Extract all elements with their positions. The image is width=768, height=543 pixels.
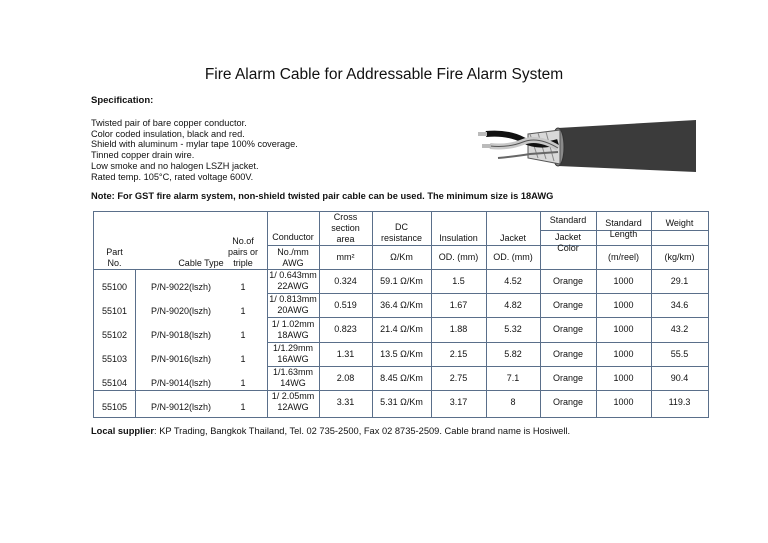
header-conductor: Conductor — [272, 232, 314, 242]
cell-pairs: 1 — [240, 306, 246, 316]
cell-insulation: 3.17 — [449, 397, 468, 407]
cell-jacket: 5.82 — [504, 349, 522, 359]
cell-length: 1000 — [613, 300, 634, 310]
cell-pairs: 1 — [240, 330, 246, 340]
header-pairs: No.of pairs or triple — [227, 236, 258, 268]
header-standard: Standard — [549, 215, 587, 225]
cell-conductor: 1/ 0.813mm 20AWG — [269, 294, 317, 315]
cell-area: 3.31 — [336, 397, 355, 407]
grid-line — [267, 342, 708, 343]
cell-part-no: 55101 — [101, 306, 128, 316]
cell-pairs: 1 — [240, 378, 246, 388]
cell-area: 0.519 — [334, 300, 357, 310]
cell-length: 1000 — [613, 276, 634, 286]
cell-conductor: 1/1.63mm 14WG — [272, 367, 314, 388]
cell-insulation: 1.88 — [449, 324, 468, 334]
cell-weight: 34.6 — [670, 300, 689, 310]
note-text: Note: For GST fire alarm system, non-shield twisted pair cable can be used. The minimum size is 18AWG — [91, 191, 554, 201]
cell-part-no: 55102 — [101, 330, 128, 340]
local-supplier-details: : KP Trading, Bangkok Thailand, Tel. 02 735-2500, Fax 02 8735-2509. Cable brand name is Hosiwell. — [154, 426, 571, 436]
cell-cable-type: P/N-9012(lszh) — [150, 402, 212, 412]
cell-insulation: 1.5 — [452, 276, 465, 286]
cell-length: 1000 — [613, 373, 634, 383]
page-title: Fire Alarm Cable for Addressable Fire Alarm System — [204, 66, 564, 83]
cell-jacket: 5.32 — [504, 324, 522, 334]
cell-jacket: 8 — [510, 397, 516, 407]
grid-line — [267, 293, 708, 294]
spec-line: Color coded insulation, black and red. — [91, 128, 245, 139]
cell-area: 2.08 — [336, 373, 355, 383]
cell-color: Orange — [552, 300, 584, 310]
header-cross-section-unit: mm² — [336, 252, 355, 262]
cell-cable-type: P/N-9020(lszh) — [150, 306, 212, 316]
cell-part-no: 55103 — [101, 354, 128, 364]
header-cross-section: Cross section area — [331, 212, 360, 244]
spec-line: Low smoke and no halogen LSZH jacket. — [91, 160, 259, 171]
cell-dc: 5.31 Ω/Km — [380, 397, 423, 407]
cell-pairs: 1 — [240, 282, 246, 292]
cell-weight: 119.3 — [668, 397, 691, 407]
spec-line: Shield with aluminum - mylar tape 100% coverage. — [91, 139, 298, 150]
cell-conductor: 1/1.29mm 16AWG — [272, 343, 314, 364]
cell-cable-type: P/N-9014(lszh) — [150, 378, 212, 388]
cell-color: Orange — [552, 276, 584, 286]
cell-length: 1000 — [613, 397, 634, 407]
cell-part-no: 55104 — [101, 378, 128, 388]
grid-line — [651, 212, 652, 417]
grid-line — [596, 212, 597, 417]
cell-insulation: 2.75 — [449, 373, 468, 383]
spec-line: Rated temp. 105°C, rated voltage 600V. — [91, 171, 254, 182]
specification-heading: Specification: — [91, 95, 154, 106]
header-weight-unit: (kg/km) — [664, 252, 695, 262]
cell-jacket: 4.52 — [504, 276, 522, 286]
cell-insulation: 1.67 — [449, 300, 468, 310]
header-dc-resistance: DC resistance — [380, 222, 423, 243]
header-part-no: Part No. — [106, 247, 123, 268]
cell-cable-type: P/N-9022(lszh) — [150, 282, 212, 292]
header-conductor-unit: No./mm AWG — [277, 247, 309, 268]
grid-line — [94, 269, 708, 270]
spec-line: Twisted pair of bare copper conductor. — [91, 118, 247, 128]
cell-cable-type: P/N-9018(lszh) — [150, 330, 212, 340]
cell-weight: 90.4 — [670, 373, 689, 383]
header-cable-type: Cable Type — [178, 258, 224, 268]
local-supplier-text — [91, 426, 570, 436]
cell-pairs: 1 — [240, 402, 246, 412]
header-standard-length: Standard Length — [605, 218, 642, 239]
cell-length: 1000 — [613, 349, 634, 359]
header-insulation: Insulation — [439, 233, 478, 243]
cell-area: 1.31 — [336, 349, 355, 359]
cell-color: Orange — [552, 349, 584, 359]
header-jacket: Jacket — [499, 233, 526, 243]
cell-pairs: 1 — [240, 354, 246, 364]
cell-insulation: 2.15 — [449, 349, 468, 359]
cell-jacket: 4.82 — [504, 300, 522, 310]
spec-line: Tinned copper drain wire. — [91, 150, 195, 161]
grid-line — [267, 317, 708, 318]
header-dc-resistance-unit: Ω/Km — [390, 252, 413, 262]
cell-color: Orange — [552, 324, 584, 334]
cell-color: Orange — [552, 397, 584, 407]
cell-cable-type: P/N-9016(lszh) — [150, 354, 212, 364]
header-jacket-color: Jacket Color — [554, 232, 581, 253]
cell-dc: 13.5 Ω/Km — [380, 349, 423, 359]
specification-list — [91, 118, 298, 182]
cell-conductor: 1/ 2.05mm 12AWG — [271, 391, 315, 412]
cell-area: 0.324 — [334, 276, 357, 286]
grid-line — [94, 390, 708, 391]
cable-spec-table — [93, 211, 709, 418]
cell-dc: 36.4 Ω/Km — [380, 300, 423, 310]
cell-dc: 21.4 Ω/Km — [380, 324, 423, 334]
header-weight: Weight — [665, 218, 694, 228]
cell-area: 0.823 — [334, 324, 357, 334]
cell-part-no: 55100 — [101, 282, 128, 292]
cell-part-no: 55105 — [101, 402, 128, 412]
grid-line — [267, 245, 708, 246]
header-insulation-unit: OD. (mm) — [438, 252, 479, 262]
cell-weight: 43.2 — [670, 324, 689, 334]
cell-jacket: 7.1 — [506, 373, 520, 383]
grid-line — [267, 366, 708, 367]
cell-weight: 29.1 — [670, 276, 689, 286]
cell-weight: 55.5 — [670, 349, 689, 359]
header-jacket-unit: OD. (mm) — [493, 252, 533, 262]
cell-dc: 8.45 Ω/Km — [380, 373, 423, 383]
cell-length: 1000 — [613, 324, 634, 334]
local-supplier-label: Local supplier — [91, 426, 155, 436]
cell-conductor: 1/ 0.643mm 22AWG — [269, 270, 317, 291]
header-length-unit: (m/reel) — [608, 252, 639, 262]
cell-conductor: 1/ 1.02mm 18AWG — [271, 319, 315, 340]
cable-illustration — [478, 118, 700, 174]
cell-color: Orange — [552, 373, 584, 383]
cell-dc: 59.1 Ω/Km — [380, 276, 423, 286]
